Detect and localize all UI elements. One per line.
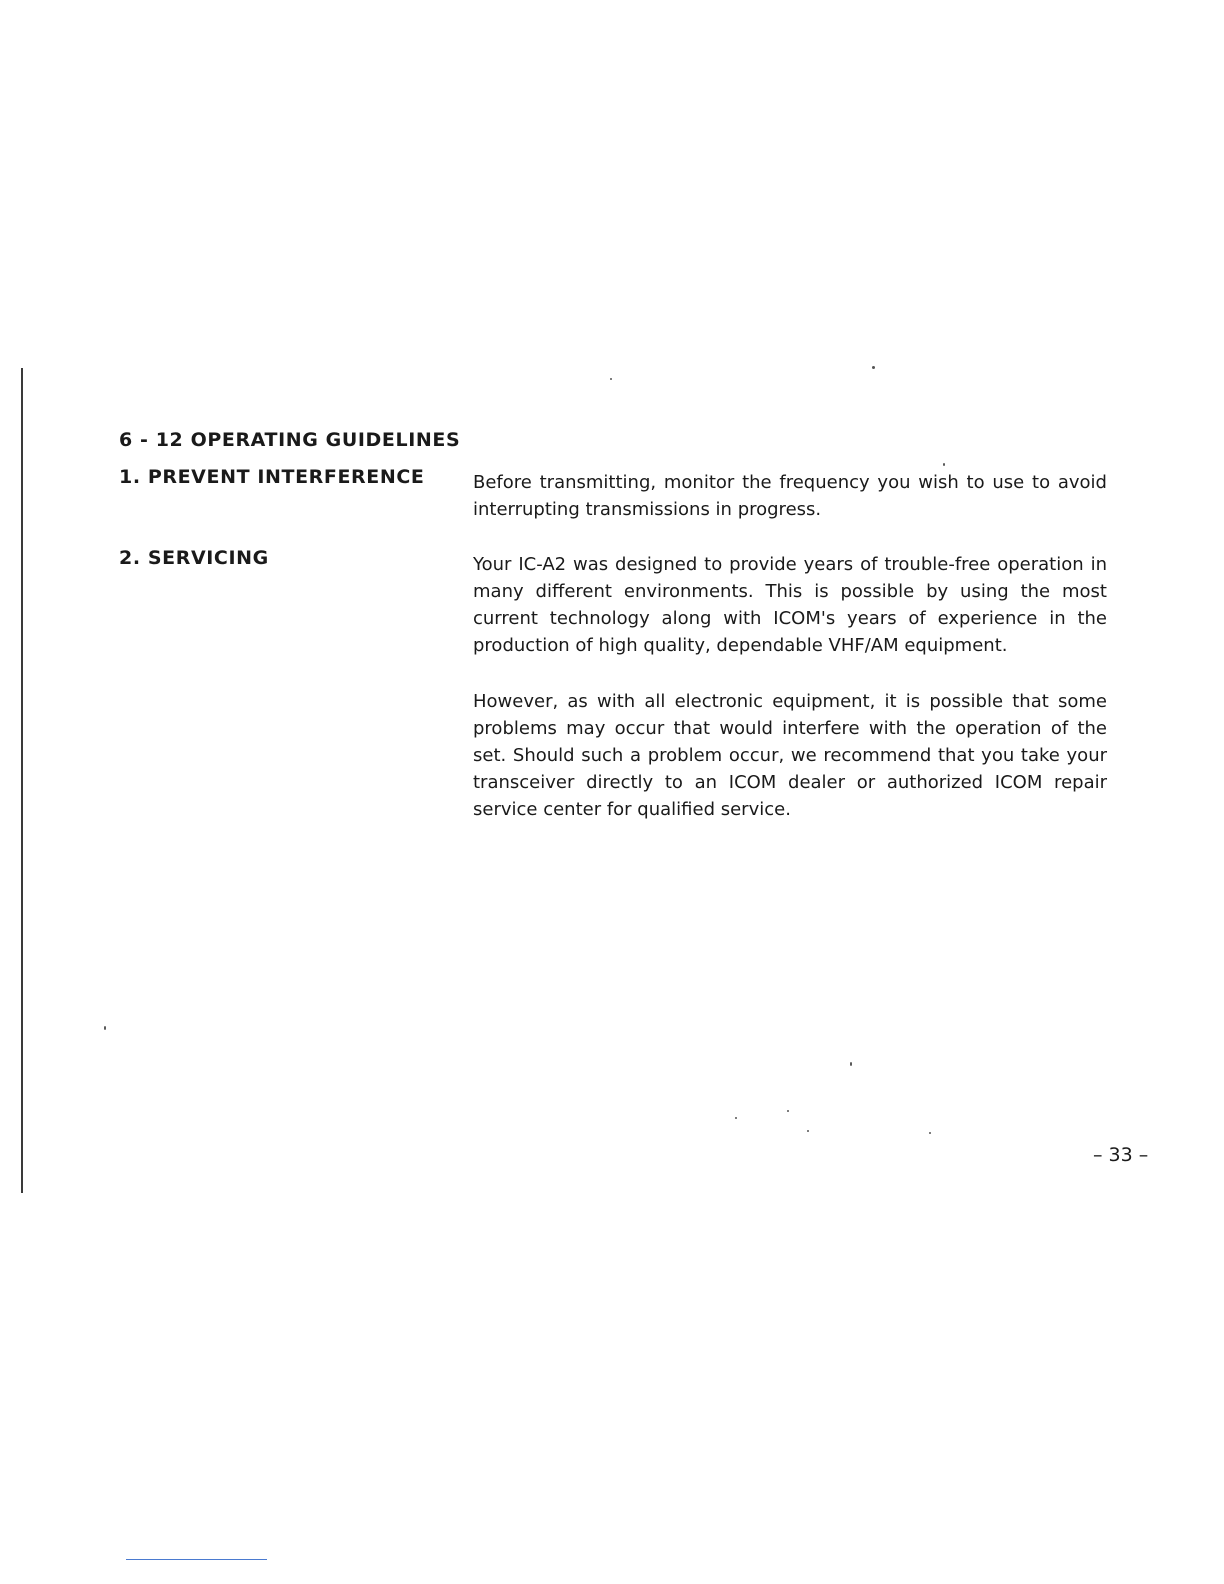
scan-speck (807, 1130, 809, 1132)
paragraph-prevent-interference: Before transmitting, monitor the frequency you wish to use to avoid interrupting transmissions in progress. (473, 472, 1107, 520)
scan-speck (735, 1117, 737, 1119)
scan-speck (610, 378, 612, 380)
scan-speck (850, 1062, 852, 1066)
scan-speck (929, 1132, 931, 1134)
scan-speck (104, 1026, 106, 1030)
heading-prevent-interference: 1. PREVENT INTERFERENCE (119, 466, 425, 488)
paragraph-servicing-problems: However, as with all electronic equipment, it is possible that some problems may occur that would interfere with the operation of the set. Should such a problem occur, we recommend that you take your transceiver directly to an ICOM dealer or authorized ICOM repair service center for qualified service. (473, 691, 1107, 820)
scan-speck (943, 463, 945, 466)
page-number: – 33 – (1093, 1144, 1149, 1166)
paragraph-servicing-design: Your IC-A2 was designed to provide years of trouble-free operation in many different environments. This is possible by using the most current technology along with ICOM's years of experience in the production of high quality, dependable VHF/AM equipment. (473, 554, 1107, 656)
heading-servicing: 2. SERVICING (119, 547, 269, 569)
footer-rule (126, 1559, 267, 1560)
section-title: 6 - 12 OPERATING GUIDELINES (119, 429, 461, 451)
scan-speck (787, 1110, 789, 1112)
binding-edge-line (21, 368, 23, 1193)
scan-speck (872, 366, 875, 369)
